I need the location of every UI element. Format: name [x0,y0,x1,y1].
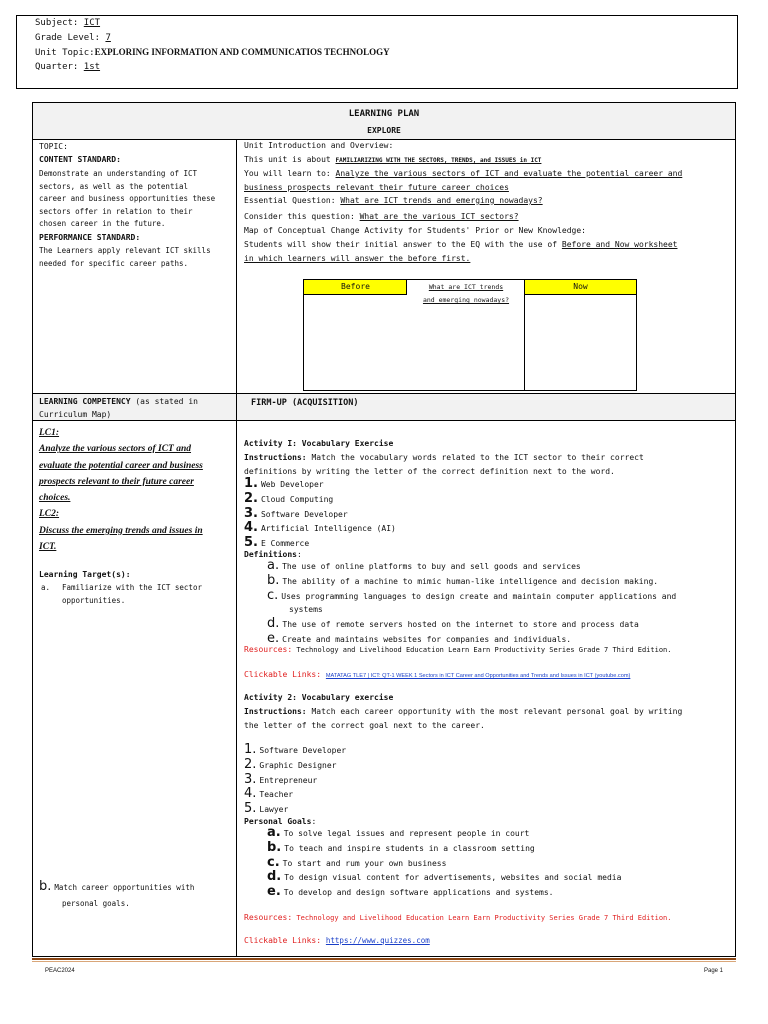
definitions-colon: : [296,550,302,559]
activity2-title: Activity 2: Vocabulary exercise [244,693,394,702]
item-text: Create and maintains websites for companies and individuals. [282,634,572,644]
item-text: Uses programming languages to design create and maintain computer applications and [281,591,677,601]
before-now-table [303,279,637,391]
lc2-label: LC2: [39,509,60,520]
item-number: 1. [244,742,257,757]
target-b-letter: b. [39,879,52,894]
item-text: Cloud Computing [260,494,334,504]
list-item [267,559,676,574]
learn-row [244,168,682,180]
competency-note: (as stated in [130,397,198,406]
quarter-value: 1st [83,62,101,72]
cs-line: Demonstrate an understanding of ICT [39,169,198,178]
list-item [267,574,676,589]
ps-line: needed for specific career paths. [39,258,189,268]
item-text: The ability of a machine to mimic human-like intelligence and decision making. [282,576,659,586]
list-item [267,856,621,871]
item-letter: d. [267,869,282,885]
activity2-instructions-2: the letter of the correct goal next to the career. [244,721,485,730]
item-text: Software Developer [260,509,348,519]
cs-line: chosen career in the future. [39,219,166,229]
unit-label: Unit Topic: [35,48,95,58]
item-text: The use of online platforms to buy and sell goods and services [282,562,581,571]
learn-prefix: You will learn to: [244,169,336,178]
learning-targets-label: Learning Target(s): [39,570,131,579]
item-letter: c. [267,587,279,603]
footer-rule-thin [32,961,736,962]
target-a-letter: a. [41,583,51,592]
explore-label: EXPLORE [367,126,401,135]
consider-row [244,211,519,223]
middle-header-1: What are ICT trends [428,283,504,291]
target-a-2: opportunities. [62,596,126,605]
page-number: Page 1 [704,968,724,974]
learn-text: Analyze the various sectors of ICT and evaluate the potential career and [335,169,683,178]
activity2-resources [244,912,671,924]
about-prefix: This unit is about [244,155,336,164]
list-item [244,773,346,788]
instructions-label: Instructions: [244,453,307,462]
list-item [244,787,346,802]
header-box [16,15,738,89]
content-standard-text [39,168,215,231]
list-item [244,492,396,507]
instructions-text: Match each career opportunity with the most relevant personal goal by writing [306,707,683,716]
resources-label: Resources: [244,913,293,922]
activity1-resources [244,644,671,656]
eq-prefix: Essential Question: [244,196,341,205]
lc1-line: prospects relevant to their future career [39,476,194,487]
item-number: 2. [244,490,258,506]
now-header: Now [573,282,588,291]
item-text: To develop and design software applications and systems. [283,888,554,898]
list-item [267,826,621,841]
competency-label: LEARNING COMPETENCY [39,397,131,406]
list-item [267,870,621,885]
item-number: 3. [244,771,257,787]
activity2-careers [244,743,346,817]
item-text: Teacher [259,790,294,800]
list-item [267,617,676,632]
resources-text: Technology and Livelihood Education Learn Earn Productivity Series Grade 7 Third Edition. [292,914,672,922]
links-label: Clickable Links: [244,936,322,945]
item-text: Artificial Intelligence (AI) [260,524,396,534]
before-header: Before [341,282,370,291]
performance-standard-label: PERFORMANCE STANDARD: [39,233,141,242]
item-letter: c. [267,854,280,870]
list-item [244,507,396,522]
unit-row [35,47,390,58]
eq-row [244,195,543,207]
list-item [244,802,346,817]
topic-label: TOPIC: [39,142,68,151]
resources-text: Technology and Livelihood Education Learn Earn Productivity Series Grade 7 Third Edition. [292,646,672,654]
item-letter: b. [267,839,282,855]
consider-prefix: Consider this question: [244,212,360,221]
consider-question: What are the various ICT sectors? [359,212,519,221]
lc2-line: Discuss the emerging trends and issues in [39,525,203,536]
item-number: 5. [244,535,258,551]
subject-value: ICT [83,18,101,28]
activity1-instructions [244,452,644,464]
target-a-1: Familiarize with the ICT sector [62,583,202,592]
item-letter: a. [267,558,280,573]
essential-question: What are ICT trends and emerging nowadays? [340,196,543,205]
item-number: 5. [244,801,257,817]
list-item [244,477,396,492]
target-b-1: Match career opportunities with [54,883,195,892]
instructions-label: Instructions: [244,707,307,716]
item-text: Web Developer [260,480,324,489]
quarter-label: Quarter: [35,62,79,72]
definitions-list [267,559,676,647]
item-letter: d. [267,616,280,632]
competency-note-2: Curriculum Map) [39,410,112,419]
competency-list [39,425,203,555]
item-number: 3. [244,505,258,521]
activity1-instructions-2: definitions by writing the letter of the correct definition next to the word. [244,467,615,476]
plan-title: LEARNING PLAN [348,109,420,119]
performance-standard-text [39,245,211,270]
students-text-2: in which learners will answer the before first. [244,254,471,263]
students-prefix: Students will show their initial answer to the EQ with the use of [244,240,562,249]
cs-line: career and business opportunities these [39,194,216,204]
quizzes-link[interactable]: https://www.quizzes.com [325,936,430,945]
item-text: To design visual content for advertisements, websites and social media [284,873,622,883]
cs-line: sectors, as well as the potential [39,181,189,191]
worksheet-name: Before and Now worksheet [561,240,678,249]
lc1-line: evaluate the potential career and business [39,460,203,471]
grade-label: Grade Level: [35,33,101,43]
list-item [267,589,676,604]
lc2-line: ICT. [39,542,57,553]
target-b-2: personal goals. [62,899,130,908]
item-letter: e. [267,630,280,646]
item-number: 4. [244,786,257,802]
list-item [267,841,621,856]
youtube-link[interactable]: MATATAG TLE7 | ICT: QT-1 WEEK 1 Sectors in ICT Career and Opportunities and Trends and Issues in ICT (youtube.com) [325,673,631,679]
item-text: To teach and inspire students in a classroom setting [284,843,535,853]
learn-text-2: business prospects relevant their future career choices [244,183,509,192]
column-divider [236,139,237,956]
item-text: systems [289,605,323,615]
divider [33,420,735,421]
item-number: 1. [244,476,258,491]
cs-line: sectors offer in relation to their [39,206,193,216]
lc1-line: choices. [39,493,71,504]
item-text: The use of remote servers hosted on the internet to store and process data [282,620,639,630]
item-number: 2. [244,756,257,772]
item-number: 4. [244,520,258,536]
item-text: Software Developer [259,746,347,755]
item-letter: a. [267,825,281,840]
list-item [244,758,346,773]
quarter-row [35,62,100,72]
competency-row [39,396,198,408]
ps-line: The Learners apply relevant ICT skills [39,246,211,255]
goals-label: Personal Goals [244,817,312,826]
definitions-label: Definitions [244,550,297,559]
list-item [267,885,621,900]
item-letter: e. [267,884,281,900]
list-item [244,743,346,758]
grade-value: 7 [105,33,111,43]
footer-rule [32,958,736,960]
middle-header-2: and emerging nowadays? [422,296,510,304]
target-b-row [39,881,194,894]
students-row [244,239,677,251]
learning-plan-table [32,102,736,957]
item-text: To solve legal issues and represent people in court [283,829,530,838]
activity1-links [244,669,630,682]
firmup-heading: FIRM-UP (ACQUISITION) [251,398,359,408]
activity1-words [244,477,396,551]
item-text: Graphic Designer [259,760,337,770]
unit-about: FAMILIARIZING WITH THE SECTORS, TRENDS, and ISSUES in ICT [335,157,542,164]
item-text: To start and rum your own business [282,858,447,868]
lc1-label: LC1: [39,428,60,438]
item-letter: b. [267,572,280,588]
map-text: Map of Conceptual Change Activity for Students' Prior or New Knowledge: [244,226,586,235]
item-text: Lawyer [259,805,289,815]
resources-label: Resources: [244,645,293,654]
unit-value: EXPLORING INFORMATION AND COMMUNICATIOS TECHNOLOGY [94,47,390,57]
list-item [244,521,396,536]
activity2-links [244,935,430,947]
list-item [267,603,676,617]
subject-label: Subject: [35,18,79,28]
grade-row [35,33,111,43]
item-text: Entrepreneur [259,775,318,785]
content-standard-label: CONTENT STANDARD: [39,155,121,164]
unit-about-row [244,154,541,167]
activity1-title: Activity I: Vocabulary Exercise [244,439,394,448]
links-label: Clickable Links: [244,670,322,679]
item-text: E Commerce [260,539,310,549]
activity2-instructions [244,706,682,718]
lc1-line: Analyze the various sectors of ICT and [39,444,192,455]
instructions-text: Match the vocabulary words related to the ICT sector to their correct [306,453,644,462]
footer-left: PEAC2024 [45,968,75,974]
unit-intro: Unit Introduction and Overview: [244,141,394,150]
subject-row [35,18,100,28]
goals-colon: : [311,817,317,826]
goals-list [267,826,621,900]
